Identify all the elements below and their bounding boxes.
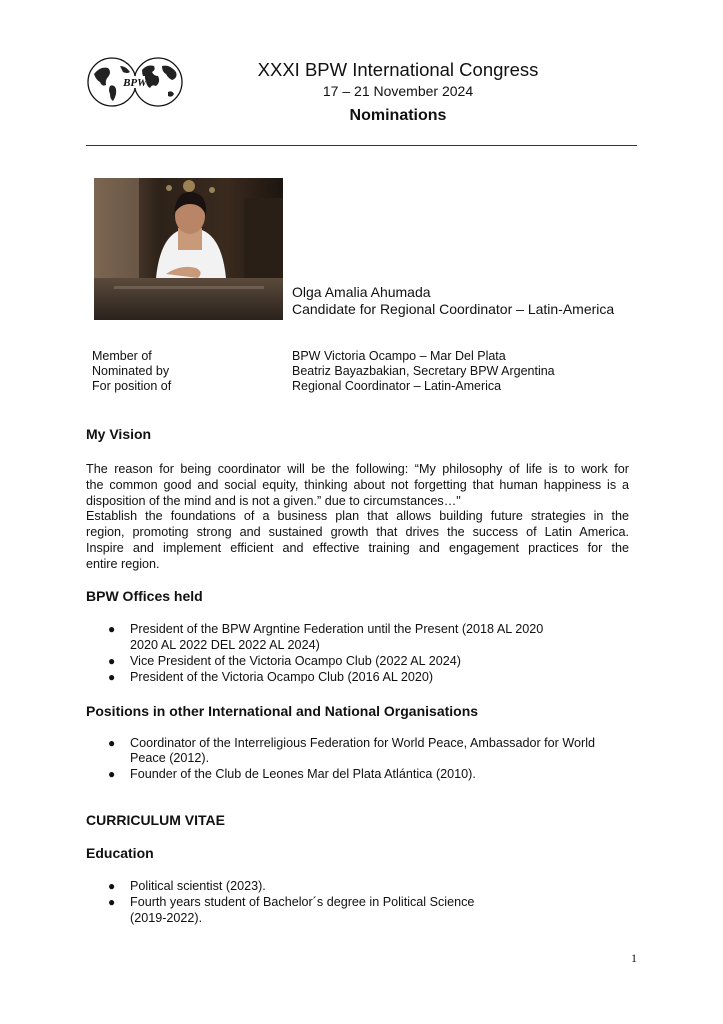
bullet-icon: ●: [108, 895, 116, 909]
education-item: Political scientist (2023).: [130, 879, 266, 893]
vision-heading: My Vision: [86, 426, 152, 442]
education-item: Fourth years student of Bachelor´s degree in Political Science: [130, 895, 475, 909]
vision-line: region, promoting strong and sustained growth that drives the success of Latin America.: [86, 525, 629, 539]
office-item: Vice President of the Victoria Ocampo Club (2022 AL 2024): [130, 654, 461, 668]
congress-title: XXXI BPW International Congress: [257, 59, 539, 80]
education-heading: Education: [86, 845, 154, 861]
nominations-heading: Nominations: [349, 107, 447, 124]
bullet-icon: ●: [108, 736, 116, 750]
candidate-role: Candidate for Regional Coordinator – Latin-America: [292, 301, 615, 317]
candidate-name: Olga Amalia Ahumada: [292, 284, 431, 300]
position-label: For position of: [92, 379, 172, 393]
bullet-icon: ●: [108, 767, 116, 781]
bullet-icon: ●: [108, 670, 116, 684]
offices-heading: BPW Offices held: [86, 588, 203, 604]
office-item: President of the BPW Argntine Federation until the Present (2018 AL 2020: [130, 622, 544, 636]
candidate-photo: [94, 178, 283, 320]
office-item-cont: 2020 AL 2022 DEL 2022 AL 2024): [130, 638, 320, 652]
bpw-logo-text: BPW: [123, 77, 147, 89]
header-divider: [86, 145, 637, 146]
education-item-cont: (2019-2022).: [130, 911, 203, 925]
vision-line: the common good and social equity, thinking about not forgetting that human happiness is a: [86, 478, 629, 492]
position-item-cont: Peace (2012).: [130, 751, 210, 765]
page-number: 1: [631, 951, 637, 965]
office-item: President of the Victoria Ocampo Club (2016 AL 2020): [130, 670, 434, 684]
member-of-value: BPW Victoria Ocampo – Mar Del Plata: [292, 349, 506, 363]
vision-line: disposition of the mind and is not a given.” due to circumstances…": [86, 494, 461, 508]
nominated-by-label: Nominated by: [92, 364, 170, 378]
vision-line: entire region.: [86, 557, 160, 571]
position-item: Founder of the Club de Leones Mar del Plata Atlántica (2010).: [130, 767, 476, 781]
bullet-icon: ●: [108, 654, 116, 668]
bullet-icon: ●: [108, 879, 116, 893]
position-item: Coordinator of the Interreligious Federation for World Peace, Ambassador for World: [130, 736, 596, 750]
position-value: Regional Coordinator – Latin-America: [292, 379, 502, 393]
positions-heading: Positions in other International and National Organisations: [86, 703, 479, 719]
member-of-label: Member of: [92, 349, 152, 363]
vision-line: Establish the foundations of a business plan that allows building future strategies in the: [86, 509, 629, 523]
vision-line: Inspire and implement efficient and effective training and engagement practices for the: [86, 541, 629, 555]
bullet-icon: ●: [108, 622, 116, 636]
nominated-by-value: Beatriz Bayazbakian, Secretary BPW Argentina: [292, 364, 555, 378]
cv-heading: CURRICULUM VITAE: [86, 812, 225, 828]
vision-line: The reason for being coordinator will be the following: “My philosophy of life is to work for: [86, 462, 629, 476]
congress-dates: 17 – 21 November 2024: [322, 83, 474, 99]
